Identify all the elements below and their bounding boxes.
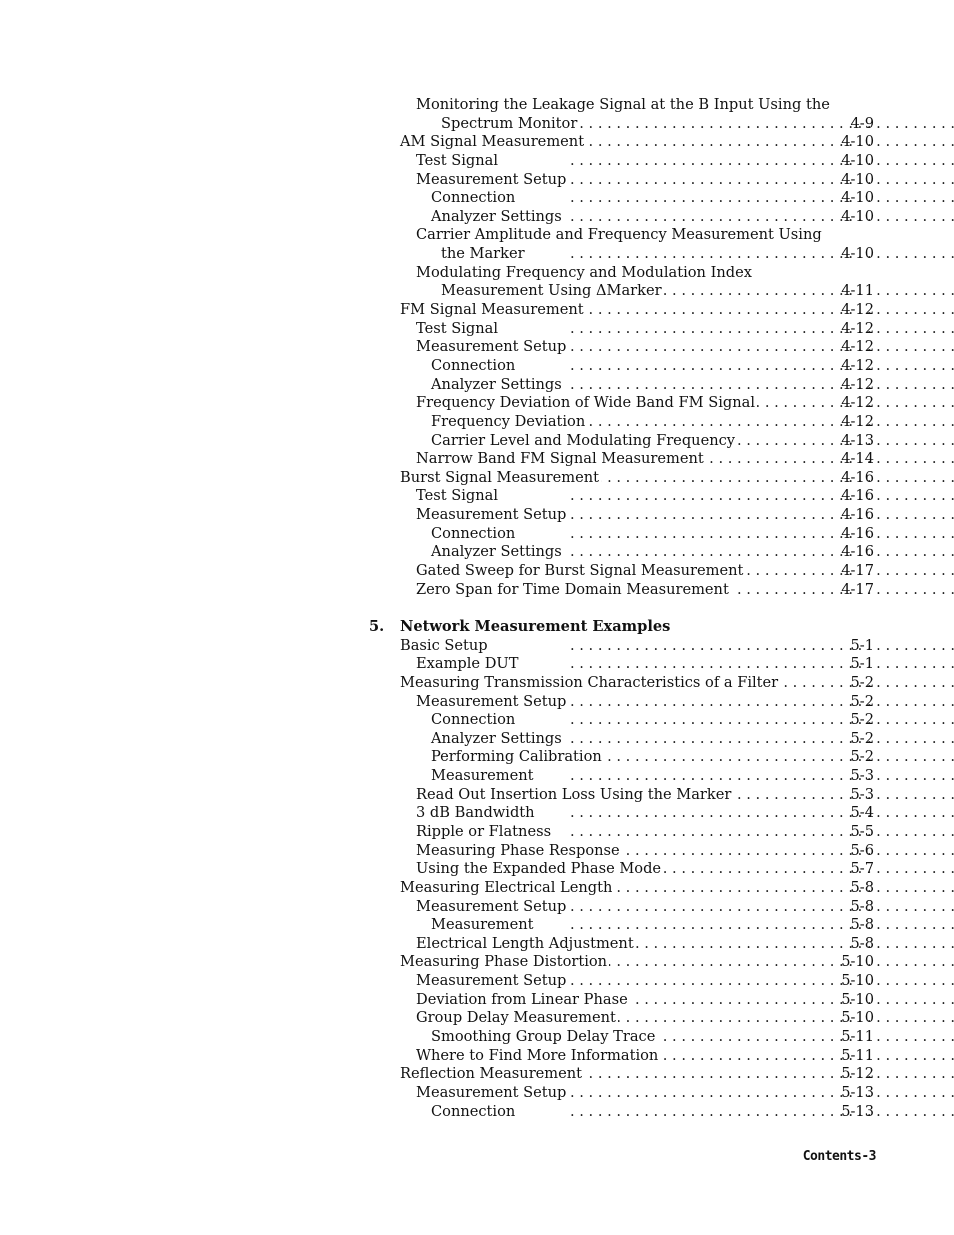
toc-entry-title: Connection [431, 189, 516, 207]
toc-entry-page: 4-17 [841, 580, 874, 598]
toc-entry-page: 4-12 [841, 375, 874, 393]
toc-entry[interactable] [0, 282, 954, 301]
toc-entry[interactable] [0, 543, 954, 562]
toc-entry-page: 5-10 [841, 953, 874, 971]
toc-entry-title: Basic Setup [400, 636, 488, 654]
toc-entry[interactable] [0, 208, 954, 227]
toc-entry-title: Test Signal [416, 151, 499, 169]
toc-entry-title: Carrier Level and Modulating Frequency [431, 431, 736, 449]
toc-entry[interactable] [0, 264, 954, 283]
toc-entry[interactable] [0, 581, 954, 600]
toc-entry[interactable] [0, 674, 954, 693]
toc-entry[interactable] [0, 226, 954, 245]
dot-leader [570, 301, 820, 320]
toc-entry-title: Ripple or Flatness [416, 822, 552, 840]
chapter-heading [0, 618, 954, 637]
toc-entry-title: Measuring Phase Response [416, 841, 620, 859]
dot-leader [570, 338, 820, 357]
dot-leader [570, 152, 820, 171]
toc-entry-page: 5-11 [841, 1046, 874, 1064]
dot-leader [570, 1103, 820, 1122]
toc-entry[interactable] [0, 916, 954, 935]
toc-entry[interactable] [0, 879, 954, 898]
toc-entry[interactable] [0, 376, 954, 395]
toc-entry-title: Modulating Frequency and Modulation Index [416, 263, 752, 281]
toc-entry[interactable] [0, 189, 954, 208]
toc-entry-page: 5-5 [850, 822, 874, 840]
toc-entry-title: Measurement Setup [416, 506, 567, 524]
dot-leader [570, 1065, 820, 1084]
toc-entry-title: Measurement Setup [416, 897, 567, 915]
toc-entry-page: 5-3 [850, 785, 874, 803]
toc-entry-page: 5-1 [850, 655, 874, 673]
toc-entry[interactable] [0, 394, 954, 413]
toc-entry-title: Spectrum Monitor [441, 114, 578, 132]
toc-entry-page: 4-12 [841, 412, 874, 430]
toc-entry-page: 5-6 [850, 841, 874, 859]
toc-entry[interactable] [0, 972, 954, 991]
section-spacer [0, 599, 954, 618]
toc-entry[interactable] [0, 432, 954, 451]
toc-entry-page: 4-10 [841, 207, 874, 225]
toc-entry[interactable] [0, 842, 954, 861]
toc-entry-page: 5-8 [850, 934, 874, 952]
toc-entry[interactable] [0, 1009, 954, 1028]
toc-entry[interactable] [0, 1028, 954, 1047]
toc-entry-title: Measurement Using ΔMarker [441, 282, 662, 300]
toc-entry-title: Measurement Setup [416, 170, 567, 188]
toc-entry-title: AM Signal Measurement [400, 133, 585, 151]
dot-leader [570, 189, 820, 208]
toc-entry[interactable] [0, 413, 954, 432]
toc-entry[interactable] [0, 935, 954, 954]
dot-leader [570, 637, 820, 656]
toc-entry-title: Measuring Phase Distortion [400, 953, 608, 971]
toc-entry[interactable] [0, 655, 954, 674]
toc-entry-page: 4-9 [850, 114, 874, 132]
toc-entry-page: 4-12 [841, 338, 874, 356]
toc-entry[interactable] [0, 562, 954, 581]
toc-entry-title: Narrow Band FM Signal Measurement [416, 450, 704, 468]
toc-entry-page: 4-16 [841, 524, 874, 542]
toc-entry-title: Electrical Length Adjustment [416, 934, 634, 952]
toc-entry-title: Connection [431, 711, 516, 729]
toc-entry-title: Smoothing Group Delay Trace [431, 1028, 656, 1046]
dot-leader [570, 1084, 820, 1103]
dot-leader [570, 469, 820, 488]
toc-entry[interactable] [0, 506, 954, 525]
dot-leader [570, 357, 820, 376]
toc-entry-page: 4-16 [841, 543, 874, 561]
toc-entry-page: 4-10 [841, 170, 874, 188]
chapter-title: Network Measurement Examples [400, 617, 671, 635]
toc-entry-title: Burst Signal Measurement [400, 468, 600, 486]
toc-entry-page: 5-11 [841, 1028, 874, 1046]
toc-entry-title: Frequency Deviation [431, 412, 586, 430]
table-of-contents [0, 96, 954, 1121]
toc-entry[interactable] [0, 133, 954, 152]
toc-entry-title: Measurement Setup [416, 972, 567, 990]
toc-entry[interactable] [0, 469, 954, 488]
toc-entry-page: 4-16 [841, 506, 874, 524]
toc-entry-page: 5-2 [850, 729, 874, 747]
toc-entry[interactable] [0, 693, 954, 712]
toc-entry-title: Measuring Electrical Length [400, 878, 613, 896]
toc-entry-page: 5-10 [841, 990, 874, 1008]
dot-leader [570, 916, 820, 935]
toc-entry[interactable] [0, 450, 954, 469]
toc-entry-title: Performing Calibration [431, 748, 602, 766]
toc-entry-title: Measurement [431, 916, 534, 934]
toc-entry-page: 5-7 [850, 860, 874, 878]
toc-entry-title: Connection [431, 1102, 516, 1120]
toc-entry-title: Connection [431, 356, 516, 374]
toc-entry-title: Frequency Deviation of Wide Band FM Signal [416, 394, 756, 412]
page-footer: Contents-3 [802, 1149, 876, 1164]
dot-leader [570, 823, 820, 842]
toc-entry-page: 4-17 [841, 562, 874, 580]
toc-entry-title: Analyzer Settings [431, 207, 562, 225]
toc-entry-page: 5-2 [850, 711, 874, 729]
toc-entry[interactable] [0, 637, 954, 656]
toc-entry-title: Example DUT [416, 655, 519, 673]
dot-leader [570, 655, 820, 674]
toc-entry-title: Where to Find More Information [416, 1046, 659, 1064]
toc-entry[interactable] [0, 525, 954, 544]
toc-entry[interactable] [0, 804, 954, 823]
toc-entry-title: Using the Expanded Phase Mode [416, 860, 662, 878]
toc-entry[interactable] [0, 1103, 954, 1122]
toc-entry-title: Gated Sweep for Burst Signal Measurement [416, 562, 744, 580]
dot-leader [570, 245, 820, 264]
toc-entry-page: 4-12 [841, 301, 874, 319]
dot-leader [570, 133, 820, 152]
toc-entry[interactable] [0, 1084, 954, 1103]
toc-entry[interactable] [0, 357, 954, 376]
dot-leader [570, 972, 820, 991]
dot-leader [570, 320, 820, 339]
toc-entry-title: Measurement Setup [416, 1083, 567, 1101]
toc-entry[interactable] [0, 786, 954, 805]
dot-leader [570, 525, 820, 544]
toc-entry[interactable] [0, 860, 954, 879]
toc-entry-page: 4-10 [841, 245, 874, 263]
toc-entry[interactable] [0, 338, 954, 357]
dot-leader [570, 208, 820, 227]
chapter-number: 5. [369, 617, 385, 635]
toc-entry[interactable] [0, 953, 954, 972]
toc-entry-page: 4-10 [841, 151, 874, 169]
toc-entry-title: Carrier Amplitude and Frequency Measurement Using [416, 226, 822, 244]
toc-entry-page: 5-12 [841, 1065, 874, 1083]
toc-entry-title: Deviation from Linear Phase [416, 990, 628, 1008]
toc-entry-title: Read Out Insertion Loss Using the Marker [416, 785, 732, 803]
toc-entry-page: 5-10 [841, 972, 874, 990]
toc-entry-page: 4-14 [841, 450, 874, 468]
toc-entry-page: 4-16 [841, 487, 874, 505]
dot-leader [570, 804, 820, 823]
toc-entry-title: Measuring Transmission Characteristics of a Filter [400, 673, 779, 691]
toc-entry[interactable] [0, 711, 954, 730]
dot-leader [570, 171, 820, 190]
dot-leader [570, 115, 820, 134]
toc-entry[interactable] [0, 301, 954, 320]
toc-entry[interactable] [0, 96, 954, 115]
toc-entry-page: 4-10 [841, 189, 874, 207]
toc-entry-title: Group Delay Measurement [416, 1009, 616, 1027]
toc-entry[interactable] [0, 730, 954, 749]
toc-entry-page: 4-13 [841, 431, 874, 449]
toc-entry-page: 4-11 [841, 282, 874, 300]
toc-entry-title: Test Signal [416, 319, 499, 337]
toc-entry[interactable] [0, 767, 954, 786]
toc-entry-title: Monitoring the Leakage Signal at the B Input Using the [416, 96, 830, 113]
toc-entry-page: 5-3 [850, 767, 874, 785]
toc-entry-title: Test Signal [416, 487, 499, 505]
toc-entry[interactable] [0, 171, 954, 190]
toc-entry[interactable] [0, 748, 954, 767]
dot-leader [570, 767, 820, 786]
toc-entry-title: Analyzer Settings [431, 729, 562, 747]
toc-entry[interactable] [0, 1065, 954, 1084]
dot-leader [570, 898, 820, 917]
dot-leader [570, 376, 820, 395]
toc-entry-page: 5-1 [850, 636, 874, 654]
toc-entry-title: Measurement Setup [416, 692, 567, 710]
toc-entry[interactable] [0, 320, 954, 339]
dot-leader [570, 487, 820, 506]
toc-entry-page: 5-10 [841, 1009, 874, 1027]
dot-leader [570, 506, 820, 525]
toc-entry[interactable] [0, 152, 954, 171]
toc-entry[interactable] [0, 898, 954, 917]
dot-leader [570, 413, 820, 432]
toc-entry-page: 4-12 [841, 394, 874, 412]
toc-entry[interactable] [0, 245, 954, 264]
toc-entry-title: the Marker [441, 245, 525, 263]
toc-entry-title: Reflection Measurement [400, 1065, 583, 1083]
toc-entry-page: 5-4 [850, 804, 874, 822]
toc-entry[interactable] [0, 991, 954, 1010]
toc-entry-title: Analyzer Settings [431, 543, 562, 561]
toc-entry-page: 4-16 [841, 468, 874, 486]
toc-entry-title: Zero Span for Time Domain Measurement [416, 580, 729, 598]
dot-leader [570, 730, 820, 749]
toc-entry-title: FM Signal Measurement [400, 301, 584, 319]
toc-entry-title: Connection [431, 524, 516, 542]
toc-entry-page: 5-13 [841, 1083, 874, 1101]
toc-entry-title: Analyzer Settings [431, 375, 562, 393]
toc-entry-page: 5-8 [850, 897, 874, 915]
toc-entry-page: 5-8 [850, 916, 874, 934]
toc-entry-page: 5-2 [850, 673, 874, 691]
toc-entry-page: 5-8 [850, 878, 874, 896]
toc-entry-page: 5-2 [850, 692, 874, 710]
toc-entry[interactable] [0, 487, 954, 506]
dot-leader [570, 693, 820, 712]
dot-leader [570, 748, 820, 767]
dot-leader [570, 711, 820, 730]
toc-entry-page: 5-2 [850, 748, 874, 766]
toc-entry-page: 4-10 [841, 133, 874, 151]
dot-leader [570, 543, 820, 562]
toc-entry-page: 4-12 [841, 356, 874, 374]
toc-entry[interactable] [0, 823, 954, 842]
toc-entry[interactable] [0, 115, 954, 134]
toc-entry-title: Measurement [431, 767, 534, 785]
toc-entry-page: 4-12 [841, 319, 874, 337]
toc-entry[interactable] [0, 1047, 954, 1066]
toc-entry-title: 3 dB Bandwidth [416, 804, 535, 822]
toc-entry-page: 5-13 [841, 1102, 874, 1120]
toc-entry-title: Measurement Setup [416, 338, 567, 356]
